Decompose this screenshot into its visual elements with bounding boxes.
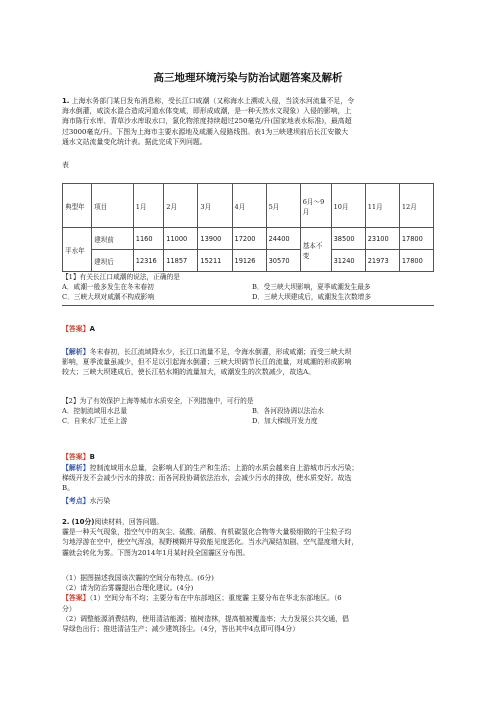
table-group-cell: 平水年	[63, 228, 92, 272]
option-c: C．三峡大坝对咸潮不构成影响	[62, 293, 155, 301]
analysis-line: 较大；三峡大坝建成后，使长江枯水期的流量加大，咸潮发生的次数减少，故选A。	[62, 368, 316, 377]
sub1-analysis	[62, 347, 440, 378]
option-d: D．三峡大坝建成后，咸潮发生次数增多	[252, 293, 372, 301]
sub2-analysis	[62, 463, 440, 494]
table-cell: 30570	[266, 250, 300, 272]
analysis-line: 梯级开发不会减少污水的排放；而各河段协调依法治水，会减少污水的排放，使水质变好。故选	[62, 474, 352, 483]
q2-stem	[62, 517, 440, 558]
analysis-line: 冬末春初，长江流域降水少，长江口流量不足，令海水倒灌，形成咸潮；而受三峡大坝	[89, 348, 352, 356]
q2-answer-line: 分）	[62, 604, 76, 613]
q2-score: (10分)	[71, 518, 95, 526]
table-caption: 表	[62, 161, 69, 169]
table-row	[63, 228, 434, 250]
table-header-cell: 2月	[164, 184, 198, 228]
answer-tag: 【答案】	[62, 453, 90, 461]
q1-stem-line: 过3000毫克/升。下图为上海市主要水源地及咸潮入侵路线图。表1为三峡建坝前后长江安徽大	[62, 127, 349, 136]
sub1-prompt: 【1】有关长江口咸潮的说法，正确的是	[62, 273, 180, 281]
table-cell: 15211	[198, 250, 232, 272]
table-header-cell: 项目	[92, 184, 134, 228]
option-b: B．受三峡大坝影响，夏季咸潮发生最多	[252, 283, 371, 291]
table-header-cell: 4月	[232, 184, 266, 228]
analysis-line: 影响，夏季流量虽减少，但不足以引起海水倒灌；三峡大坝调节长江的流量，对咸潮的形成影响	[62, 358, 352, 367]
analysis-line: 控制流域用水总量，会影响人们的生产和生活；上游的水质会越来自上游城市污水污染；	[89, 464, 359, 472]
table-header-cell: 1月	[133, 184, 164, 228]
analysis-tag: 【解析】	[62, 464, 90, 472]
point-value: 水污染	[89, 497, 111, 505]
table-cell: 21973	[365, 250, 399, 272]
table-merged-cell: 基本不变	[300, 228, 331, 272]
q2-answer-line: （1）空间分布不均；主要分布在中东部地区；重度霾 主要分布在华北东部地区。（6	[89, 594, 342, 603]
sub2-answer	[62, 452, 440, 462]
flow-table	[62, 183, 434, 272]
table-cell: 23100	[365, 228, 399, 250]
table-cell: 1160	[133, 228, 164, 250]
sub2-prompt: 【2】为了有效保护上海等城市水质安全，下列措施中，可行的是	[62, 397, 254, 405]
divider	[62, 305, 434, 306]
table-cell: 13900	[198, 228, 232, 250]
table-cell: 17800	[399, 228, 433, 250]
table-header-cell: 3月	[198, 184, 232, 228]
q1-number: 1.	[62, 97, 70, 105]
q2-lead: 阅读材料，回答问题。	[94, 518, 164, 526]
table-header-cell: 典型年	[63, 184, 92, 228]
q2-material-line: 匀地浮游在空中，使空气浑浊，视野模糊并导致能见度恶化。当水汽凝结加剧、空气湿度增大时，	[62, 538, 359, 547]
option-a: A．咸潮一般多发生在冬末春初	[62, 283, 154, 291]
table-cell: 建坝后	[92, 250, 134, 272]
q1-stem	[62, 96, 440, 147]
q2-material-line: 霾就会转化为雾。下图为2014年1月某时段全国霾区分布图。	[62, 548, 250, 557]
analysis-line: B。	[62, 484, 74, 493]
q1-stem-line: 通水文站流量变化统计表。据此完成下列问题。	[62, 137, 207, 146]
sub2-point	[62, 496, 440, 506]
table-header-cell: 10月	[331, 184, 365, 228]
table-cell: 12316	[133, 250, 164, 272]
q1-stem-line: 海水倒灌，咸淡水混合造成河道水体变咸，即形成咸潮，是一种天然水文现象）入侵的影响，上	[62, 107, 352, 116]
table-cell: 建坝前	[92, 228, 134, 250]
table-cell: 11857	[164, 250, 198, 272]
table-header-cell: 6月～9月	[300, 184, 331, 228]
option-d: D．加大梯级开发力度	[252, 417, 318, 425]
table-header-cell: 12月	[399, 184, 433, 228]
table-cell: 17800	[399, 250, 433, 272]
q2-answer-line: 导绿色出行；推进清洁生产；减少建筑扬尘。（4分，答出其中4点即可得4分）	[62, 625, 300, 634]
q2-questions	[62, 573, 440, 634]
q1-stem-line: 海市陈行水库、青草沙水库取水口，氯化物浓度持续超过250毫克/升(国家地表水标准)，最高超	[62, 117, 352, 126]
table-cell: 17200	[232, 228, 266, 250]
table-row	[63, 250, 434, 272]
sub2-block	[62, 396, 442, 426]
table-cell: 38500	[331, 228, 365, 250]
table-cell: 19126	[232, 250, 266, 272]
sub1-answer	[62, 324, 440, 334]
option-c: C．自来水厂迁至上游	[62, 417, 128, 425]
table-header-row	[63, 184, 434, 228]
answer-value: B	[89, 453, 95, 461]
answer-tag: 【答案】	[62, 325, 90, 333]
answer-value: A	[89, 325, 95, 333]
option-a: A．控制流域用水总量	[62, 407, 128, 415]
analysis-tag: 【解析】	[62, 348, 90, 356]
table-cell: 11000	[164, 228, 198, 250]
table-cell: 31240	[331, 250, 365, 272]
q1-stem-line: 上海水务部门某日发布消息称，受长江口咸潮（又称海水上溯或入侵，当淡水河流量不足，令	[71, 97, 355, 105]
q2-number: 2.	[62, 518, 70, 526]
q2-question: （1）据图描述我国该次霾的空间分布特点。(6分)	[62, 574, 214, 582]
table-header-cell: 5月	[266, 184, 300, 228]
point-tag: 【考点】	[62, 497, 90, 505]
option-b: B．各河段协调以法治水	[252, 407, 324, 415]
sub1-block	[62, 272, 442, 302]
q2-material-line: 霾是一种天气现象，指空气中的灰尘、硫酸、硝酸、有机碳氢化合物等大量极细微的干尘粒子均	[62, 528, 352, 537]
table-cell: 24400	[266, 228, 300, 250]
table-header-cell: 11月	[365, 184, 399, 228]
answer-tag: 【答案】	[62, 594, 90, 603]
page-title: 高三地理环境污染与防治试题答案及解析	[153, 72, 343, 84]
q2-question: （2）请为防治雾霾提出合理化建议。(4分)	[62, 584, 194, 593]
q2-answer-line: （2）调整能源消费结构，使用清洁能源；植树造林，提高植被覆盖率；大力发展公共交通，倡	[62, 614, 349, 623]
